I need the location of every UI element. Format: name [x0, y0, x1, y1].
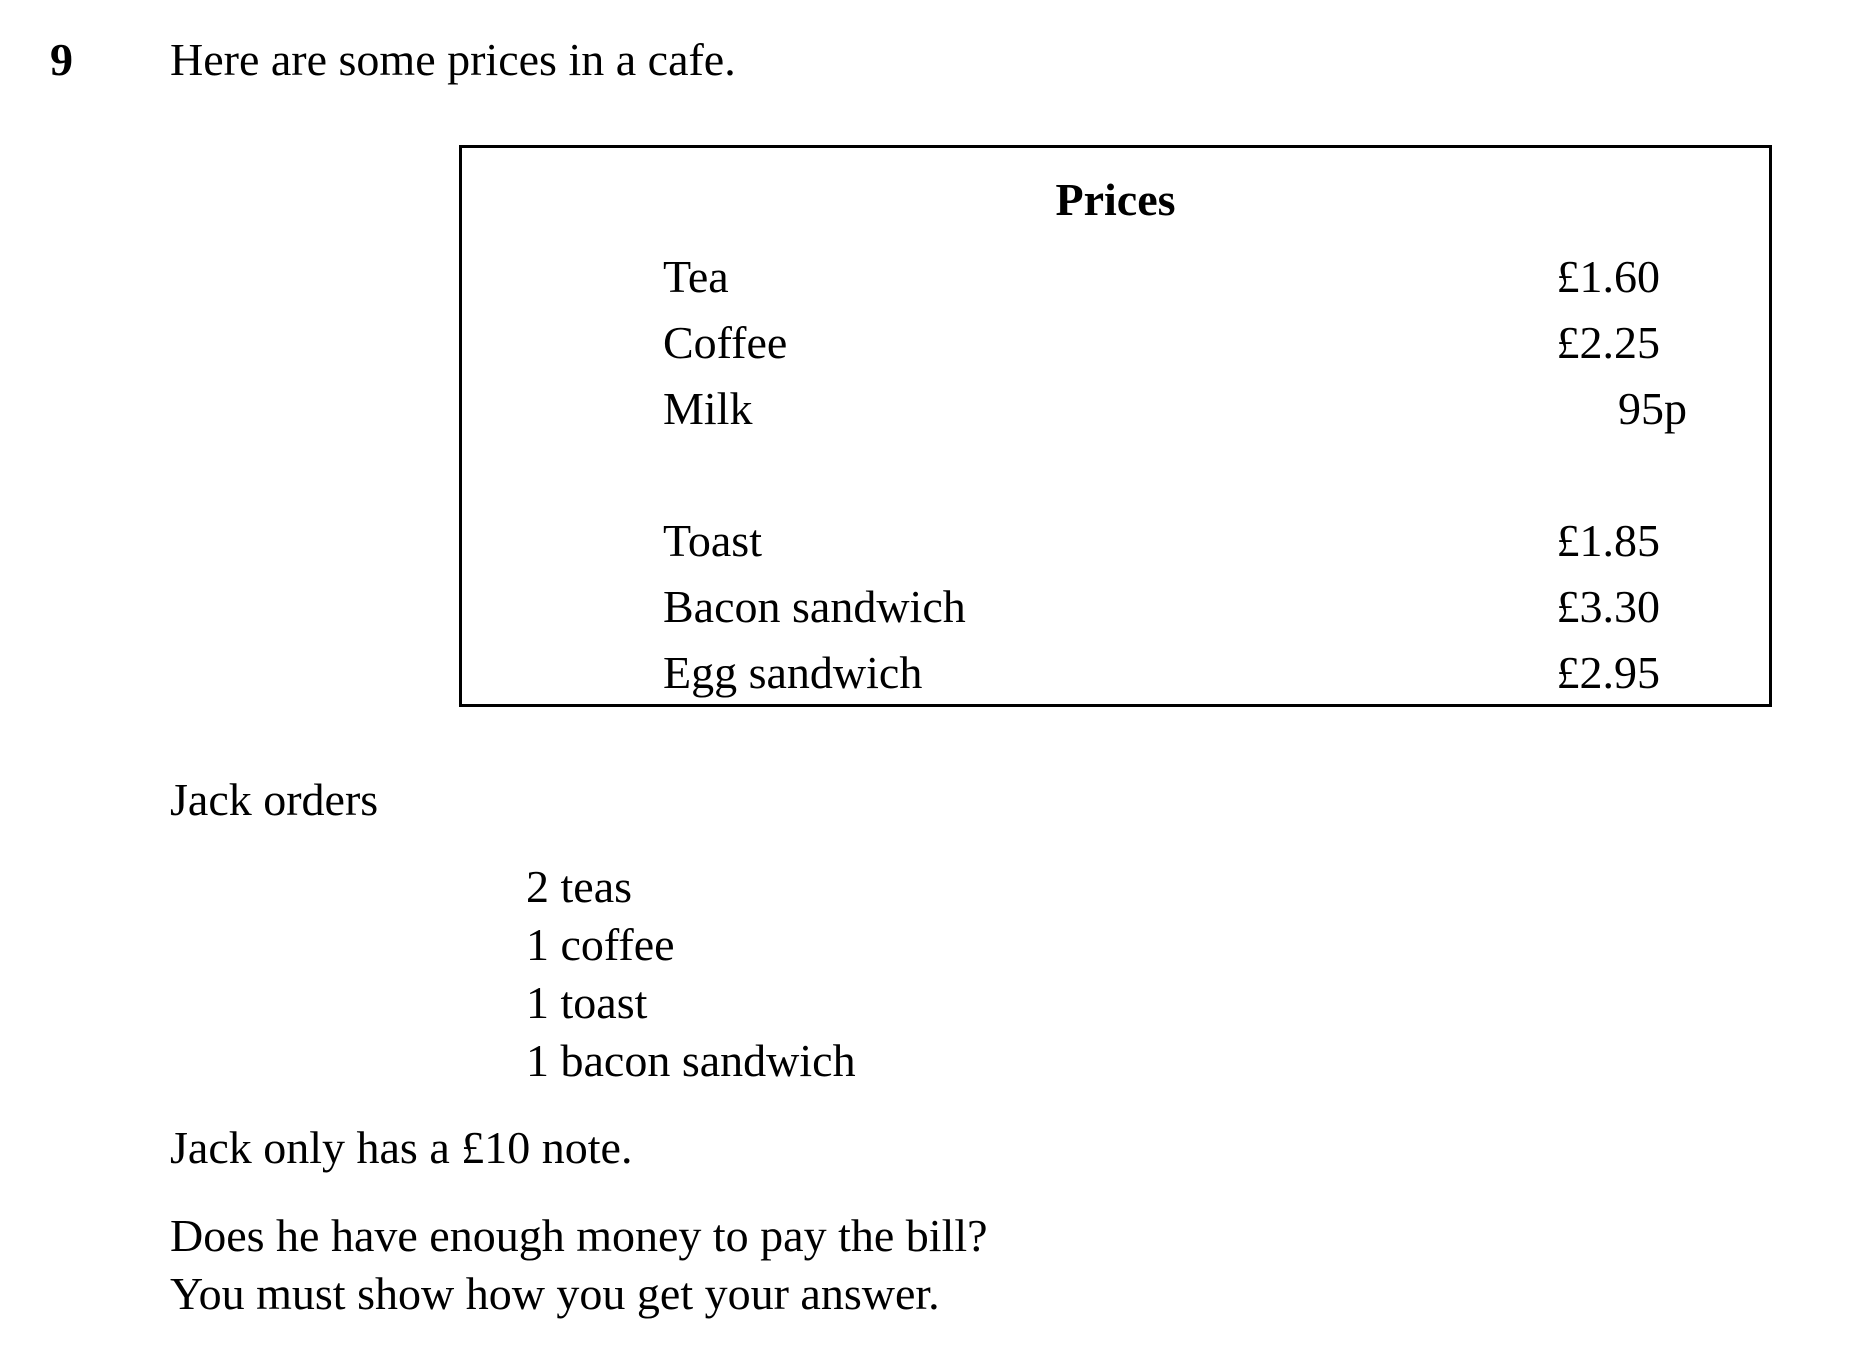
order-heading: Jack orders: [170, 774, 379, 825]
money-note: Jack only has a £10 note.: [170, 1122, 633, 1173]
order-line: 1 toast: [526, 977, 648, 1028]
question-number: 9: [50, 34, 73, 85]
item-name: Bacon sandwich: [663, 581, 966, 632]
item-price: £3.30: [1556, 581, 1660, 632]
question-prompt: [170, 1207, 988, 1323]
order-line: 2 teas: [526, 861, 633, 912]
price-row-toast: [462, 513, 1769, 569]
item-price: 95p: [1618, 383, 1687, 434]
order-list: [526, 858, 856, 1090]
question-intro: Here are some prices in a cafe.: [170, 34, 736, 85]
item-name: Toast: [663, 515, 762, 566]
price-row-coffee: [462, 315, 1769, 371]
item-name: Coffee: [663, 317, 788, 368]
price-list-box: [459, 145, 1772, 707]
question-line-1: Does he have enough money to pay the bill?: [170, 1210, 988, 1261]
item-name: Tea: [663, 251, 729, 302]
price-list-title: Prices: [1055, 174, 1176, 225]
item-price: £2.25: [1556, 317, 1660, 368]
order-line: 1 bacon sandwich: [526, 1035, 856, 1086]
item-price: £1.60: [1556, 251, 1660, 302]
question-line-2: You must show how you get your answer.: [170, 1268, 940, 1319]
order-line: 1 coffee: [526, 919, 675, 970]
price-row-tea: [462, 249, 1769, 305]
price-row-milk: [462, 381, 1769, 437]
item-price: £1.85: [1556, 515, 1660, 566]
item-name: Milk: [663, 383, 753, 434]
price-row-egg-sandwich: [462, 645, 1769, 701]
price-row-bacon-sandwich: [462, 579, 1769, 635]
item-name: Egg sandwich: [663, 647, 923, 698]
item-price: £2.95: [1556, 647, 1660, 698]
